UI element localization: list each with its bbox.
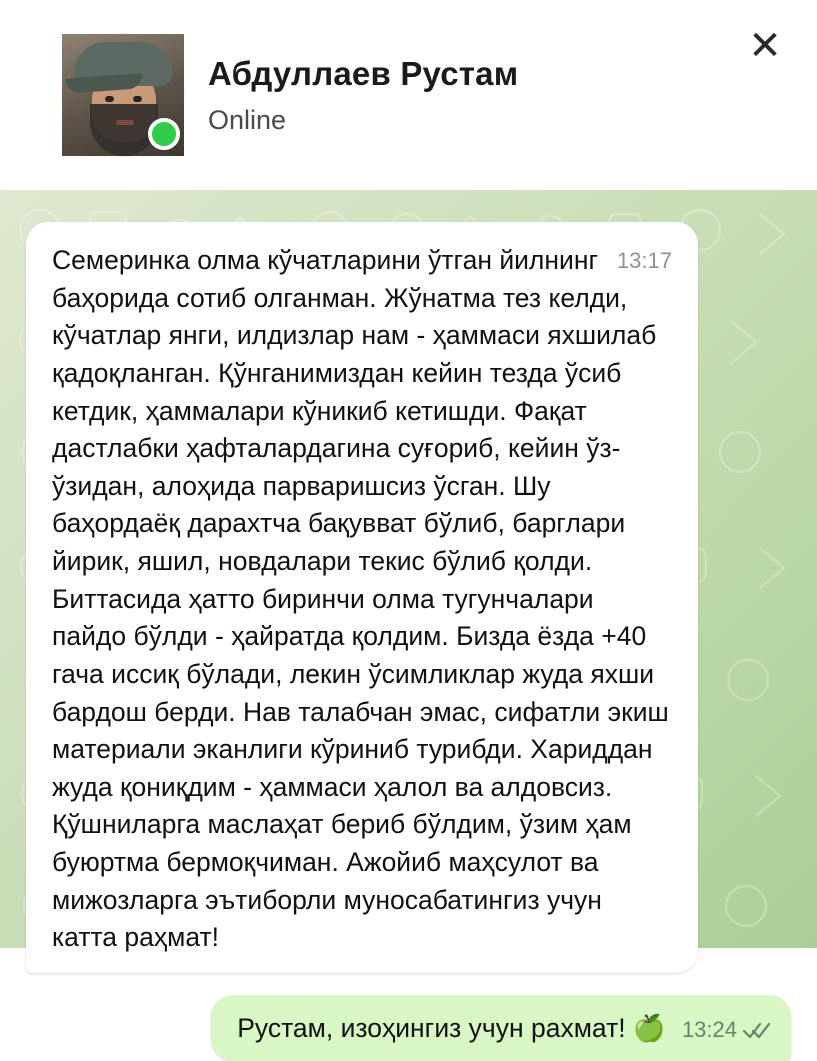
contact-status: Online	[208, 104, 287, 135]
chat-message-list[interactable]	[0, 190, 817, 1043]
close-icon[interactable]: ✕	[748, 24, 782, 68]
message-meta-outgoing	[681, 1016, 771, 1042]
message-meta-incoming	[617, 250, 672, 272]
message-time: 13:24	[681, 1016, 737, 1042]
message-bubble-outgoing[interactable]	[211, 995, 791, 1061]
header-text-block	[208, 55, 518, 136]
avatar[interactable]	[62, 34, 184, 156]
message-text: Рустам, изоҳингиз учун рахмат! 🍏	[237, 1012, 666, 1043]
chat-header	[0, 0, 817, 190]
message-bubble-incoming[interactable]	[26, 222, 698, 973]
message-row-incoming	[0, 222, 817, 973]
avatar-mouth	[116, 120, 134, 125]
avatar-eye-left	[105, 96, 114, 102]
avatar-eye-right	[133, 96, 142, 102]
online-status-dot	[148, 118, 180, 150]
message-time: 13:17	[616, 248, 672, 273]
message-row-outgoing	[0, 995, 817, 1061]
read-receipt-icon	[743, 1021, 771, 1039]
contact-name: Абдуллаев Рустам	[208, 54, 519, 92]
message-text: Семеринка олма кўчатларини ўтган йилнинг баҳорида сотиб олганман. Жўнатма тез келди, кўчатлар янги, илдизлар нам - ҳаммаси яхшилаб қадоқланган. Қўнганимиздан кейин тезда ўсиб кетдик, ҳаммалари кўникиб кетишди. Фақат дастлабки ҳафталардагина суғориб, кейин ўз-ўзидан, алоҳида парваришсиз ўсган. Шу баҳордаёқ дарахтча бақувват бўлиб, барглари йирик, яшил, новдалари текис бўлиб қолди. Биттасида ҳатто биринчи олма тугунчалари пайдо бўлди - ҳайратда қолдим. Бизда ёзда +40 гача иссиқ бўлади, лекин ўсимликлар жуда яхши бардош берди. Нав талабчан эмас, сифатли экиш материали эканлиги кўриниб турибди. Хариддан жуда қониқдим - ҳаммаси ҳалол ва алдовсиз. Қўшниларга маслаҳат бериб бўлдим, ўзим ҳам буюртма бермоқчиман. Ажойиб маҳсулот ва мижозларга эътиборли муносабатингиз учун катта раҳмат!	[52, 245, 677, 953]
